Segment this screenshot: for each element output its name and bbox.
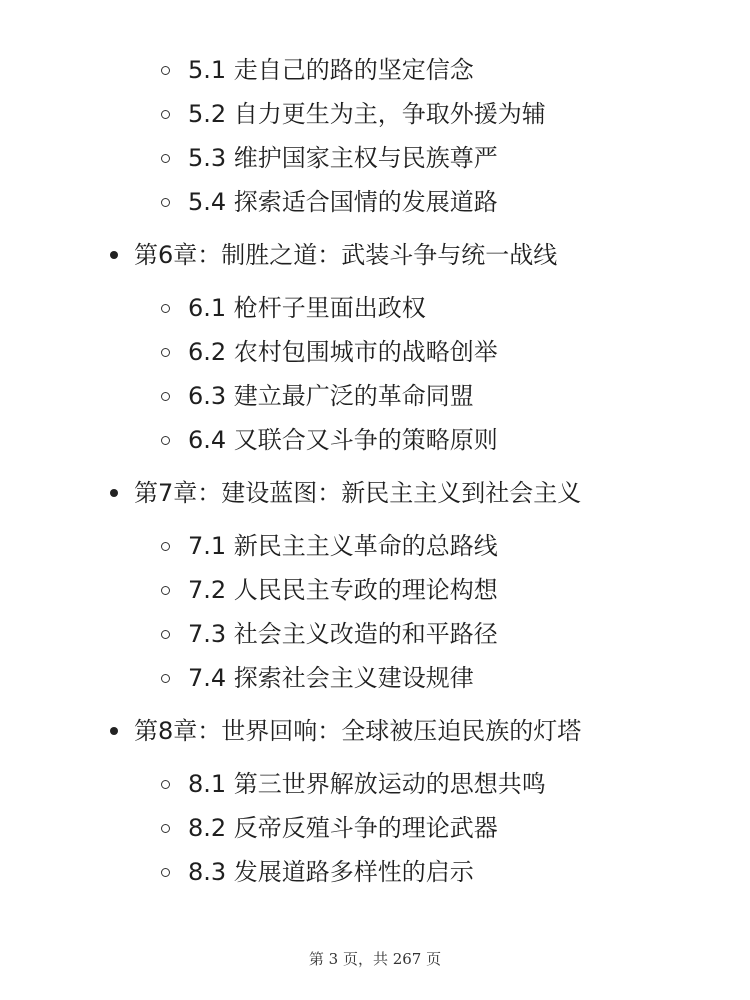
toc-subitem: [0, 418, 750, 462]
hollow-bullet-icon: [161, 824, 170, 833]
toc-subitem: [0, 524, 750, 568]
toc-subitem: [0, 330, 750, 374]
hollow-bullet-icon: [161, 154, 170, 163]
toc-subitem-label: 7.4 探索社会主义建设规律: [188, 664, 474, 692]
hollow-bullet-icon: [161, 348, 170, 357]
toc-subitem: [0, 180, 750, 224]
filled-bullet-icon: [110, 727, 118, 735]
hollow-bullet-icon: [161, 304, 170, 313]
hollow-bullet-icon: [161, 868, 170, 877]
toc-subitem: [0, 374, 750, 418]
chapter-title: 第7章：建设蓝图：新民主主义到社会主义: [134, 479, 582, 507]
toc-subitem: [0, 806, 750, 850]
table-of-contents: [0, 48, 750, 894]
toc-subitem: [0, 656, 750, 700]
toc-subitem-label: 6.2 农村包围城市的战略创举: [188, 338, 498, 366]
toc-subitem-label: 8.1 第三世界解放运动的思想共鸣: [188, 770, 546, 798]
toc-subitem-label: 8.2 反帝反殖斗争的理论武器: [188, 814, 498, 842]
hollow-bullet-icon: [161, 436, 170, 445]
toc-subitem: [0, 568, 750, 612]
hollow-bullet-icon: [161, 586, 170, 595]
hollow-bullet-icon: [161, 630, 170, 639]
hollow-bullet-icon: [161, 780, 170, 789]
toc-subitem-label: 6.4 又联合又斗争的策略原则: [188, 426, 498, 454]
toc-chapter-8: [0, 700, 750, 762]
toc-chapter-7: [0, 462, 750, 524]
chapter-title: 第8章：世界回响：全球被压迫民族的灯塔: [134, 717, 582, 745]
toc-subitem: [0, 136, 750, 180]
hollow-bullet-icon: [161, 392, 170, 401]
hollow-bullet-icon: [161, 66, 170, 75]
toc-subitem-label: 7.3 社会主义改造的和平路径: [188, 620, 498, 648]
toc-subitem-label: 7.2 人民民主专政的理论构想: [188, 576, 498, 604]
page-number-footer: 第 3 页，共 267 页: [308, 950, 442, 968]
toc-subitem: [0, 92, 750, 136]
toc-subitem: [0, 612, 750, 656]
toc-subitem: [0, 762, 750, 806]
toc-subitem: [0, 286, 750, 330]
hollow-bullet-icon: [161, 198, 170, 207]
hollow-bullet-icon: [161, 110, 170, 119]
toc-subitem-label: 7.1 新民主主义革命的总路线: [188, 532, 498, 560]
chapter-title: 第6章：制胜之道：武装斗争与统一战线: [134, 241, 558, 269]
toc-subitem-label: 5.1 走自己的路的坚定信念: [188, 56, 474, 84]
toc-subitem: [0, 48, 750, 92]
hollow-bullet-icon: [161, 674, 170, 683]
toc-subitem-label: 6.3 建立最广泛的革命同盟: [188, 382, 474, 410]
toc-chapter-6: [0, 224, 750, 286]
toc-subitem: [0, 850, 750, 894]
filled-bullet-icon: [110, 489, 118, 497]
filled-bullet-icon: [110, 251, 118, 259]
toc-subitem-label: 8.3 发展道路多样性的启示: [188, 858, 474, 886]
hollow-bullet-icon: [161, 542, 170, 551]
toc-subitem-label: 6.1 枪杆子里面出政权: [188, 294, 426, 322]
toc-subitem-label: 5.4 探索适合国情的发展道路: [188, 188, 498, 216]
toc-subitem-label: 5.3 维护国家主权与民族尊严: [188, 144, 498, 172]
toc-subitem-label: 5.2 自力更生为主，争取外援为辅: [188, 100, 546, 128]
